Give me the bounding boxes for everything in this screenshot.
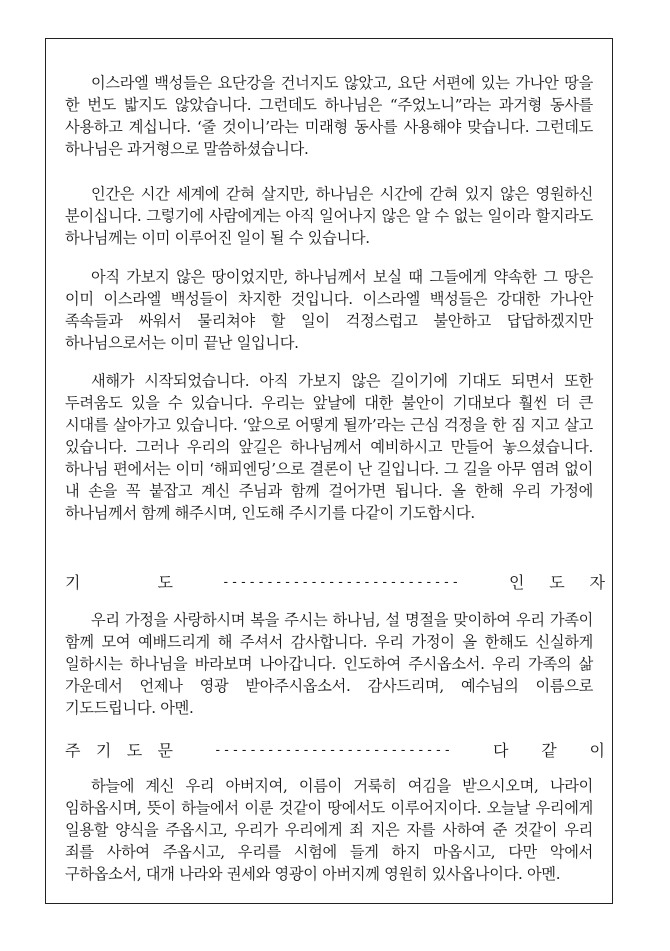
lords-prayer-title-char-4: 문 (157, 741, 173, 760)
lords-prayer-leader (493, 739, 605, 763)
lords-prayer-leader-char-3: 이 (589, 741, 605, 760)
lords-prayer-title (65, 739, 173, 763)
prayer-title-char-1: 기 (65, 573, 81, 592)
prayer-leader (509, 571, 605, 595)
body-paragraph-3: 아직 가보지 않은 땅이었지만, 하나님께서 보실 때 그들에게 약속한 그 땅은 이미 이스라엘 백성들이 차지한 것입니다. 이스라엘 백성들은 강대한 가나안 족속들과 싸워서 물리쳐야 할 일이 걱정스럽고 불안하고 답답하겠지만 하나님으로서는 이미 끝난 일입니다. (65, 268, 593, 352)
prayer-leader-char-2: 도 (549, 573, 565, 592)
prayer-dashes: --------------------------- (221, 575, 461, 590)
lords-prayer-heading (65, 739, 605, 763)
lords-prayer-title-char-3: 도 (126, 741, 143, 760)
lords-prayer-dashes: --------------------------- (213, 743, 453, 758)
prayer-leader-char-3: 자 (589, 573, 605, 592)
prayer-leader-char-1: 인 (509, 573, 525, 592)
body-paragraph-2: 인간은 시간 세계에 갇혀 살지만, 하나님은 시간에 갇혀 있지 않은 영원하신 분이십니다. 그렇기에 사람에게는 아직 일어나지 않은 알 수 없는 일이라 할지라도 하나님께는 이미 이루어진 일이 될 수 있습니다. (65, 185, 593, 247)
prayer-title (65, 571, 173, 595)
body-paragraph-4: 새해가 시작되었습니다. 아직 가보지 않은 길이기에 기대도 되면서 또한 두려움도 있을 수 있습니다. 우리는 앞날에 대한 불안이 기대보다 훨씬 더 큰 시대를 살아가고 있습니다. ‘앞으로 어떻게 될까’라는 근심 걱정을 한 짐 지고 살고 있습니다. 그러나 우리의 앞길은 하나님께서 예비하시고 만들어 놓으셨습니다. 하나님 편에서는 이미 ‘해피엔딩’으로 결론이 난 길입니다. 그 길을 아무 염려 없이 내 손을 꼭 붙잡고 계신 주님과 함께 걸어가면 됩니다. 올 한해 우리 가정에 하나님께서 함께 해주시며, 인도해 주시기를 다같이 기도합시다. (65, 372, 593, 522)
lords-prayer-title-char-2: 기 (95, 741, 112, 760)
lords-prayer-title-char-1: 주 (65, 741, 81, 760)
prayer-title-char-2: 도 (157, 573, 173, 592)
prayer-heading (65, 571, 605, 595)
body-paragraph-1: 이스라엘 백성들은 요단강을 건너지도 않았고, 요단 서편에 있는 가나안 땅을 한 번도 밟지도 않았습니다. 그런데도 하나님은 “주었노니”라는 과거형 동사를 사용하고 계십니다. ‘줄 것이니’라는 미래형 동사를 사용해야 맞습니다. 그런데도 하나님은 과거형으로 말씀하셨습니다. (65, 74, 593, 158)
prayer-text: 우리 가정을 사랑하시며 복을 주시는 하나님, 설 명절을 맞이하여 우리 가족이 함께 모여 예배드리게 해 주셔서 감사합니다. 우리 가정이 올 한해도 신실하게 일하시는 하나님을 바라보며 나아갑니다. 인도하여 주시옵소서. 우리 가족의 삶 가운데서 언제나 영광 받아주시옵소서. 감사드리며, 예수님의 이름으로 기도드립니다. 아멘. (65, 611, 593, 717)
lords-prayer-leader-char-2: 같 (541, 741, 557, 760)
lords-prayer-text: 하늘에 계신 우리 아버지여, 이름이 거룩히 여김을 받으시오며, 나라이 임하옵시며, 뜻이 하늘에서 이룬 것같이 땅에서도 이루어지이다. 오늘날 우리에게 일용할 양식을 주옵시고, 우리가 우리에게 죄 지은 자를 사하여 준 것같이 우리 죄를 사하여 주옵시고, 우리를 시험에 들게 하지 마옵시고, 다만 악에서 구하옵소서, 대개 나라와 권세와 영광이 아버지께 영원히 있사옵나이다. 아멘. (65, 777, 593, 883)
lords-prayer-leader-char-1: 다 (493, 741, 509, 760)
